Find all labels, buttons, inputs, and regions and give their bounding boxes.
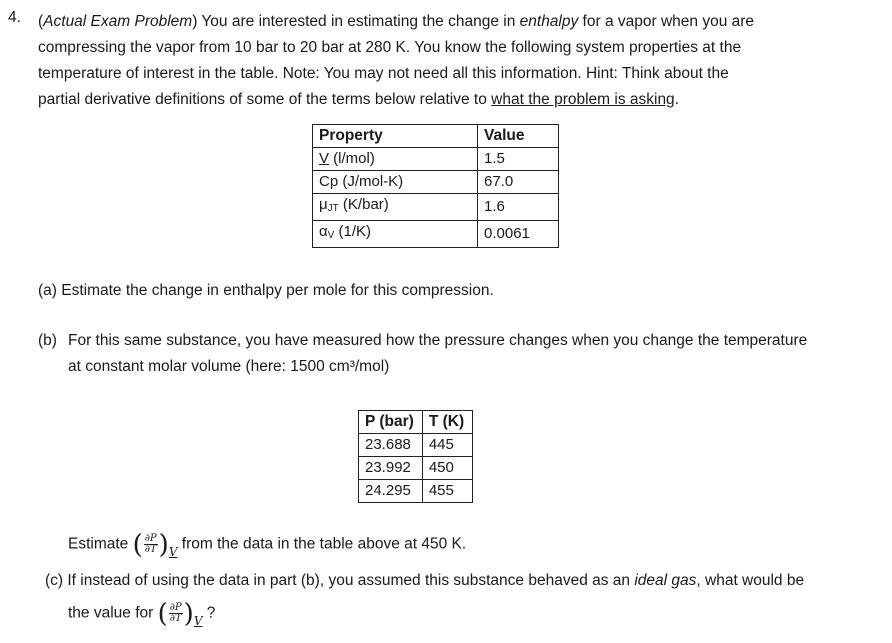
header-property: Property <box>313 125 478 148</box>
table-row <box>313 194 559 221</box>
question-number: 4. <box>8 9 21 26</box>
intro-line-2: compressing the vapor from 10 bar to 20 bar at 280 K. You know the following system properties at the <box>38 39 742 56</box>
part-b-label: (b) <box>38 332 57 349</box>
temperature-cell: 455 <box>422 480 472 503</box>
intro-line-3: temperature of interest in the table. Note: You may not need all this information. Hint: Think about the <box>38 65 729 82</box>
header-pressure: P (bar) <box>359 411 423 434</box>
part-b-line-2: at constant molar volume (here: 1500 cm³/mol) <box>68 358 390 375</box>
value-cell: 0.0061 <box>478 221 559 248</box>
table-row <box>313 171 559 194</box>
partial-derivative: ( $\frac{\partial P}{\partial T}$ )$_V$ <box>157 598 203 629</box>
pressure-temperature-table <box>358 410 473 503</box>
header-value: Value <box>478 125 559 148</box>
value-cell: 67.0 <box>478 171 559 194</box>
part-a: (a) Estimate the change in enthalpy per mole for this compression. <box>38 282 494 299</box>
partial-derivative: ( $\frac{\partial P}{\partial T}$ )$_V$ <box>132 529 178 560</box>
value-cell: 1.5 <box>478 148 559 171</box>
value-cell: 1.6 <box>478 194 559 221</box>
table-row <box>313 148 559 171</box>
intro-line-1: (Actual Exam Problem) You are interested in estimating the change in enthalpy for a vapor when you are <box>38 13 755 30</box>
pressure-cell: 24.295 <box>359 480 423 503</box>
intro-line-4: partial derivative definitions of some of the terms below relative to what the problem is asking. <box>38 91 679 108</box>
estimate-line: Estimate ( $\frac{\partial P}{\partial T}$ )$_V$ from the data in the table above at 450 K. <box>68 529 467 560</box>
property-table <box>312 124 559 248</box>
table-row <box>313 221 559 248</box>
property-molar-volume: V (l/mol) <box>313 148 478 171</box>
temperature-cell: 445 <box>422 434 472 457</box>
part-c-line-1: (c) If instead of using the data in part (b), you assumed this substance behaved as an ideal gas, what would be <box>45 572 805 589</box>
part-c-line-2: the value for ( $\frac{\partial P}{\partial T}$ )$_V$ ? <box>68 598 216 629</box>
temperature-cell: 450 <box>422 457 472 480</box>
table-header-row <box>313 125 559 148</box>
problem-intro <box>38 9 754 113</box>
table-row <box>359 434 473 457</box>
property-heat-capacity: Cp (J/mol-K) <box>313 171 478 194</box>
emphasis-underline: what the problem is asking <box>491 91 675 108</box>
table-header-row <box>359 411 473 434</box>
property-joule-thomson: $\mu_{JT}$ (K/bar) <box>313 194 478 221</box>
table-row <box>359 457 473 480</box>
pressure-cell: 23.688 <box>359 434 423 457</box>
part-b-line-1: For this same substance, you have measured how the pressure changes when you change the temperature <box>68 332 808 349</box>
property-expansivity: $\alpha_V$ (1/K) <box>313 221 478 248</box>
header-temperature: T (K) <box>422 411 472 434</box>
pressure-cell: 23.992 <box>359 457 423 480</box>
table-row <box>359 480 473 503</box>
intro-source: Actual Exam Problem <box>43 13 193 30</box>
